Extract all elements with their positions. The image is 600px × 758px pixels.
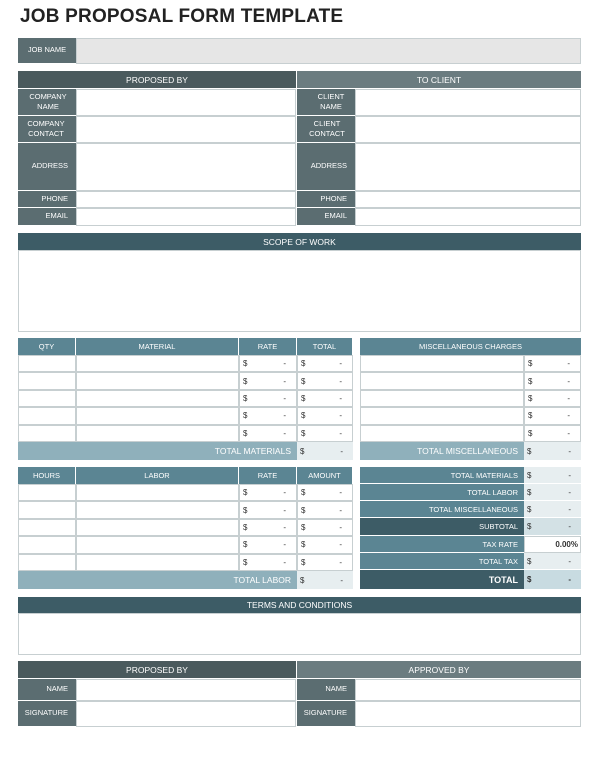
summary-total-labor-value: $ -: [524, 484, 581, 501]
client-address-label: ADDRESS: [297, 143, 355, 191]
money-cell: $ -: [524, 407, 581, 424]
money-cell: $ -: [239, 425, 297, 442]
phone-field[interactable]: [76, 191, 296, 208]
money-cell: $ -: [239, 554, 297, 571]
total-tax-label: TOTAL TAX: [360, 553, 524, 570]
total-materials-label: TOTAL MATERIALS: [18, 442, 297, 460]
summary-total-misc-label: TOTAL MISCELLANEOUS: [360, 501, 524, 518]
misc-charge-cell[interactable]: [360, 372, 524, 389]
labor-cell[interactable]: [76, 501, 239, 518]
material-header: MATERIAL: [76, 338, 239, 355]
money-cell: $ -: [239, 407, 297, 424]
qty-cell[interactable]: [18, 425, 76, 442]
client-email-field[interactable]: [355, 208, 581, 226]
approved-by-header: APPROVED BY: [297, 661, 581, 678]
email-field[interactable]: [76, 208, 296, 226]
misc-charge-cell[interactable]: [360, 390, 524, 407]
summary-total-labor-label: TOTAL LABOR: [360, 484, 524, 501]
approved-name-label: NAME: [297, 679, 355, 701]
material-cell[interactable]: [76, 407, 239, 424]
subtotal-label: SUBTOTAL: [360, 518, 524, 536]
summary-total-materials-label: TOTAL MATERIALS: [360, 467, 524, 484]
money-cell: $ -: [297, 519, 353, 536]
scope-of-work-header: SCOPE OF WORK: [18, 233, 581, 250]
money-cell: $ -: [524, 372, 581, 389]
labor-cell[interactable]: [76, 536, 239, 553]
approved-signature-field[interactable]: [355, 701, 581, 727]
approved-signature-label: SIGNATURE: [297, 701, 355, 727]
client-name-field[interactable]: [355, 89, 581, 116]
tax-rate-value[interactable]: 0.00%: [524, 536, 581, 553]
material-cell[interactable]: [76, 425, 239, 442]
labor-cell[interactable]: [76, 554, 239, 571]
money-cell: $ -: [297, 536, 353, 553]
hours-header: HOURS: [18, 467, 76, 484]
labor-rate-header: RATE: [239, 467, 297, 484]
client-name-label: CLIENT NAME: [297, 89, 355, 116]
page-title: JOB PROPOSAL FORM TEMPLATE: [20, 6, 344, 27]
misc-charges-header: MISCELLANEOUS CHARGES: [360, 338, 581, 355]
qty-cell[interactable]: [18, 372, 76, 389]
qty-header: QTY: [18, 338, 76, 355]
client-email-label: EMAIL: [297, 208, 355, 226]
total-materials-value: $ -: [297, 442, 353, 460]
money-cell: $ -: [297, 501, 353, 518]
rate-header: RATE: [239, 338, 297, 355]
proposed-signature-field[interactable]: [76, 701, 296, 727]
summary-total-materials-value: $ -: [524, 467, 581, 484]
client-address-field[interactable]: [355, 143, 581, 191]
hours-cell[interactable]: [18, 501, 76, 518]
material-cell[interactable]: [76, 355, 239, 372]
job-name-field[interactable]: [76, 38, 581, 64]
material-cell[interactable]: [76, 372, 239, 389]
hours-cell[interactable]: [18, 519, 76, 536]
total-labor-label: TOTAL LABOR: [18, 571, 297, 589]
misc-charge-cell[interactable]: [360, 425, 524, 442]
client-phone-label: PHONE: [297, 191, 355, 208]
grand-total-value: $ -: [524, 570, 581, 590]
money-cell: $ -: [239, 390, 297, 407]
proposed-by-header: PROPOSED BY: [18, 71, 296, 88]
labor-cell[interactable]: [76, 484, 239, 501]
grand-total-label: TOTAL: [360, 570, 524, 590]
labor-header: LABOR: [76, 467, 239, 484]
money-cell: $ -: [297, 390, 353, 407]
approved-name-field[interactable]: [355, 679, 581, 701]
phone-label: PHONE: [18, 191, 76, 208]
money-cell: $ -: [524, 390, 581, 407]
job-name-label: JOB NAME: [18, 38, 76, 64]
qty-cell[interactable]: [18, 355, 76, 372]
total-labor-value: $ -: [297, 571, 353, 589]
total-tax-value: $ -: [524, 553, 581, 570]
subtotal-value: $ -: [524, 518, 581, 536]
material-cell[interactable]: [76, 390, 239, 407]
address-field[interactable]: [76, 143, 296, 191]
money-cell: $ -: [297, 372, 353, 389]
scope-of-work-field[interactable]: [18, 250, 581, 332]
client-phone-field[interactable]: [355, 191, 581, 208]
money-cell: $ -: [297, 484, 353, 501]
misc-charge-cell[interactable]: [360, 355, 524, 372]
money-cell: $ -: [239, 372, 297, 389]
money-cell: $ -: [239, 484, 297, 501]
money-cell: $ -: [239, 519, 297, 536]
qty-cell[interactable]: [18, 407, 76, 424]
company-contact-label: COMPANY CONTACT: [18, 116, 76, 143]
money-cell: $ -: [239, 501, 297, 518]
money-cell: $ -: [239, 355, 297, 372]
money-cell: $ -: [524, 355, 581, 372]
money-cell: $ -: [297, 554, 353, 571]
client-contact-label: CLIENT CONTACT: [297, 116, 355, 143]
money-cell: $ -: [297, 355, 353, 372]
proposed-name-field[interactable]: [76, 679, 296, 701]
to-client-header: TO CLIENT: [297, 71, 581, 88]
company-name-label: COMPANY NAME: [18, 89, 76, 116]
total-header: TOTAL: [297, 338, 353, 355]
hours-cell[interactable]: [18, 554, 76, 571]
company-contact-field[interactable]: [76, 116, 296, 143]
money-cell: $ -: [239, 536, 297, 553]
labor-cell[interactable]: [76, 519, 239, 536]
summary-total-misc-value: $ -: [524, 501, 581, 518]
terms-field[interactable]: [18, 613, 581, 655]
amount-header: AMOUNT: [297, 467, 353, 484]
company-name-field[interactable]: [76, 89, 296, 116]
client-contact-field[interactable]: [355, 116, 581, 143]
proposed-name-label: NAME: [18, 679, 76, 701]
money-cell: $ -: [297, 425, 353, 442]
terms-header: TERMS AND CONDITIONS: [18, 597, 581, 613]
signature-proposed-by-header: PROPOSED BY: [18, 661, 296, 678]
hours-cell[interactable]: [18, 536, 76, 553]
address-label: ADDRESS: [18, 143, 76, 191]
qty-cell[interactable]: [18, 390, 76, 407]
money-cell: $ -: [297, 407, 353, 424]
tax-rate-label: TAX RATE: [360, 536, 524, 553]
email-label: EMAIL: [18, 208, 76, 226]
total-misc-value: $ -: [524, 442, 581, 460]
money-cell: $ -: [524, 425, 581, 442]
total-misc-label: TOTAL MISCELLANEOUS: [360, 442, 524, 460]
proposed-signature-label: SIGNATURE: [18, 701, 76, 727]
misc-charge-cell[interactable]: [360, 407, 524, 424]
hours-cell[interactable]: [18, 484, 76, 501]
